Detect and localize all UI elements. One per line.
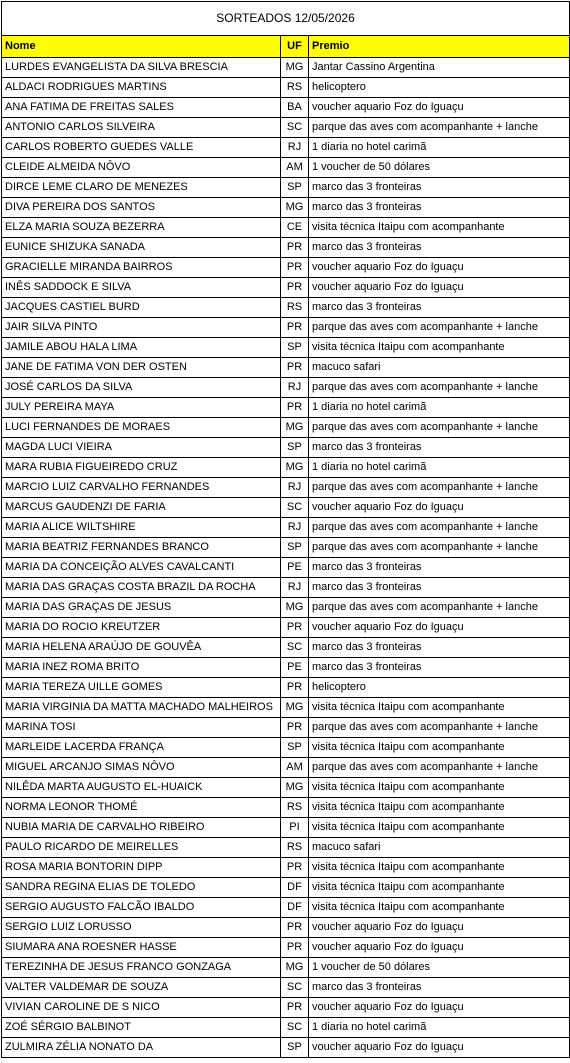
prize-cell[interactable]: visita técnica Itaipu com acompanhante <box>312 821 505 833</box>
name-cell[interactable]: ANA FATIMA DE FREITAS SALES <box>2 98 281 117</box>
name-cell[interactable]: CLEIDE ALMEIDA NÔVO <box>2 158 281 177</box>
column-header-name[interactable]: Nome <box>2 36 281 57</box>
table-row <box>2 578 569 598</box>
uf-cell[interactable]: PR <box>281 918 309 937</box>
table-row <box>2 638 569 658</box>
uf-cell[interactable]: MG <box>281 958 309 977</box>
prize-cell[interactable]: parque das aves com acompanhante + lanche <box>312 381 538 393</box>
uf-cell[interactable]: BA <box>281 98 309 117</box>
name-cell[interactable]: SIUMARA ANA ROESNER HASSE <box>2 938 281 957</box>
column-header-prize[interactable]: Premio <box>312 40 350 52</box>
table-row <box>2 458 569 478</box>
uf-cell[interactable]: PR <box>281 318 309 337</box>
name-cell[interactable]: JACQUES CASTIEL BURD <box>2 298 281 317</box>
table-row <box>2 178 569 198</box>
name-cell[interactable]: NILÊDA MARTA AUGUSTO EL-HUAICK <box>2 778 281 797</box>
uf-cell[interactable]: CE <box>281 218 309 237</box>
uf-cell[interactable]: PR <box>281 618 309 637</box>
name-cell[interactable]: SERGIO LUIZ LORUSSO <box>2 918 281 937</box>
uf-cell[interactable]: SP <box>281 438 309 457</box>
table-row <box>2 378 569 398</box>
prize-cell[interactable]: 1 diaria no hotel carimã <box>312 1021 427 1033</box>
prize-cell[interactable]: parque das aves com acompanhante + lanche <box>312 761 538 773</box>
table-row <box>2 238 569 258</box>
uf-cell[interactable]: PR <box>281 718 309 737</box>
prize-cell[interactable]: marco das 3 fronteiras <box>312 201 422 213</box>
uf-cell[interactable]: RJ <box>281 578 309 597</box>
name-cell[interactable]: ALDACI RODRIGUES MARTINS <box>2 78 281 97</box>
table-row <box>2 978 569 998</box>
prize-cell[interactable]: visita técnica Itaipu com acompanhante <box>312 881 505 893</box>
uf-cell[interactable]: AM <box>281 758 309 777</box>
uf-cell[interactable]: RJ <box>281 378 309 397</box>
table-row <box>2 298 569 318</box>
table-row <box>2 598 569 618</box>
name-cell[interactable]: NORMA LEONOR THOMÉ <box>2 798 281 817</box>
prize-cell[interactable]: marco das 3 fronteiras <box>312 661 422 673</box>
uf-cell[interactable]: SC <box>281 978 309 997</box>
uf-cell[interactable]: SC <box>281 498 309 517</box>
name-cell[interactable]: MARCUS GAUDENZI DE FARIA <box>2 498 281 517</box>
name-cell[interactable]: MARIA ALICE WILTSHIRE <box>2 518 281 537</box>
name-cell[interactable]: GRACIELLE MIRANDA BAIRROS <box>2 258 281 277</box>
prize-cell[interactable]: Jantar Cassino Argentina <box>312 61 435 73</box>
table-row <box>2 158 569 178</box>
name-cell[interactable]: JAIR SILVA PINTO <box>2 318 281 337</box>
uf-cell[interactable]: MG <box>281 598 309 617</box>
sheet-title: SORTEADOS 12/05/2026 <box>2 1 569 36</box>
uf-cell[interactable]: SC <box>281 638 309 657</box>
table-row <box>2 718 569 738</box>
prize-cell[interactable]: parque das aves com acompanhante + lanche <box>312 321 538 333</box>
table-row <box>2 398 569 418</box>
name-cell[interactable]: ZULMIRA ZÉLIA NONATO DA <box>2 1038 281 1057</box>
table-row <box>2 858 569 878</box>
table-row <box>2 798 569 818</box>
name-cell[interactable]: ELZA MARIA SOUZA BEZERRA <box>2 218 281 237</box>
table-row <box>2 1038 569 1058</box>
table-row <box>2 498 569 518</box>
table-row <box>2 758 569 778</box>
table-row <box>2 58 569 78</box>
prize-cell[interactable]: visita técnica Itaipu com acompanhante <box>312 861 505 873</box>
name-cell[interactable]: SANDRA REGINA ELIAS DE TOLEDO <box>2 878 281 897</box>
name-cell[interactable]: JULY PEREIRA MAYA <box>2 398 281 417</box>
prize-cell[interactable]: marco das 3 fronteiras <box>312 641 422 653</box>
uf-cell[interactable]: RJ <box>281 518 309 537</box>
name-cell[interactable]: INÊS SADDOCK E SILVA <box>2 278 281 297</box>
column-header-uf[interactable]: UF <box>281 36 309 57</box>
prize-cell[interactable]: parque das aves com acompanhante + lanche <box>312 421 538 433</box>
uf-cell[interactable]: PR <box>281 398 309 417</box>
name-cell[interactable]: VALTER VALDEMAR DE SOUZA <box>2 978 281 997</box>
prize-cell[interactable]: 1 diaria no hotel carimã <box>312 141 427 153</box>
uf-cell[interactable]: PR <box>281 938 309 957</box>
uf-cell[interactable]: PR <box>281 998 309 1017</box>
prize-cell[interactable]: parque das aves com acompanhante + lanche <box>312 721 538 733</box>
prize-cell[interactable]: visita técnica Itaipu com acompanhante <box>312 341 505 353</box>
prize-cell[interactable]: visita técnica Itaipu com acompanhante <box>312 801 505 813</box>
table-row <box>2 558 569 578</box>
uf-cell[interactable]: SP <box>281 538 309 557</box>
table-row <box>2 518 569 538</box>
uf-cell[interactable]: AM <box>281 158 309 177</box>
prize-cell[interactable]: voucher aquario Foz do Iguaçu <box>312 941 464 953</box>
table-row <box>2 78 569 98</box>
table-row <box>2 98 569 118</box>
name-cell[interactable]: MARIA DAS GRAÇAS DE JESUS <box>2 598 281 617</box>
name-cell[interactable]: NUBIA MARIA DE CARVALHO RIBEIRO <box>2 818 281 837</box>
table-row <box>2 618 569 638</box>
uf-cell[interactable]: PR <box>281 858 309 877</box>
table-row <box>2 418 569 438</box>
prize-cell[interactable]: marco das 3 fronteiras <box>312 561 422 573</box>
table-row <box>2 318 569 338</box>
prize-cell[interactable]: marco das 3 fronteiras <box>312 301 422 313</box>
name-cell[interactable]: MARIA HELENA ARAÚJO DE GOUVÊA <box>2 638 281 657</box>
prize-cell[interactable]: marco das 3 fronteiras <box>312 981 422 993</box>
header-row <box>2 36 569 58</box>
name-cell[interactable]: EUNICE SHIZUKA SANADA <box>2 238 281 257</box>
prize-cell[interactable]: helicoptero <box>312 681 366 693</box>
uf-cell[interactable]: DF <box>281 898 309 917</box>
prize-cell[interactable]: marco das 3 fronteiras <box>312 241 422 253</box>
uf-cell[interactable]: RJ <box>281 478 309 497</box>
table-row <box>2 258 569 278</box>
prize-cell[interactable]: marco das 3 fronteiras <box>312 441 422 453</box>
uf-cell[interactable]: RJ <box>281 138 309 157</box>
uf-cell[interactable]: PE <box>281 658 309 677</box>
prize-cell[interactable]: 1 voucher de 50 dólares <box>312 161 431 173</box>
uf-cell[interactable]: PI <box>281 818 309 837</box>
table-row <box>2 838 569 858</box>
table-row <box>2 818 569 838</box>
uf-cell[interactable]: MG <box>281 418 309 437</box>
table-row <box>2 358 569 378</box>
table-row <box>2 478 569 498</box>
name-cell[interactable]: JOSÉ CARLOS DA SILVA <box>2 378 281 397</box>
table-row <box>2 898 569 918</box>
uf-cell[interactable]: MG <box>281 58 309 77</box>
prize-cell[interactable]: 1 voucher de 50 dólares <box>312 961 431 973</box>
uf-cell[interactable]: MG <box>281 698 309 717</box>
prize-cell[interactable]: voucher aquario Foz do Iguaçu <box>312 621 464 633</box>
prize-cell[interactable]: visita técnica Itaipu com acompanhante <box>312 781 505 793</box>
table-row <box>2 1018 569 1038</box>
name-cell[interactable]: MARIA VIRGINIA DA MATTA MACHADO MALHEIROS <box>2 698 281 717</box>
prize-cell[interactable]: visita técnica Itaipu com acompanhante <box>312 901 505 913</box>
name-cell[interactable]: MARA RUBIA FIGUEIREDO CRUZ <box>2 458 281 477</box>
prize-cell[interactable]: parque das aves com acompanhante + lanche <box>312 521 538 533</box>
prize-cell[interactable]: helicoptero <box>312 81 366 93</box>
prize-cell[interactable]: parque das aves com acompanhante + lanche <box>312 481 538 493</box>
prize-cell[interactable]: parque das aves com acompanhante + lanche <box>312 121 538 133</box>
table-row <box>2 198 569 218</box>
prize-cell[interactable]: marco das 3 fronteiras <box>312 181 422 193</box>
uf-cell[interactable]: PR <box>281 678 309 697</box>
prize-cell[interactable]: voucher aquario Foz do Iguaçu <box>312 281 464 293</box>
table-row <box>2 118 569 138</box>
prize-cell[interactable]: voucher aquario Foz do Iguaçu <box>312 1001 464 1013</box>
prize-cell[interactable]: macuco safari <box>312 361 381 373</box>
table-row <box>2 278 569 298</box>
name-cell[interactable]: MARINA TOSI <box>2 718 281 737</box>
uf-cell[interactable]: PR <box>281 258 309 277</box>
prize-cell[interactable]: voucher aquario Foz do Iguaçu <box>312 921 464 933</box>
table-row <box>2 438 569 458</box>
prize-cell[interactable]: visita técnica Itaipu com acompanhante <box>312 221 505 233</box>
name-cell[interactable]: MARIA DAS GRAÇAS COSTA BRAZIL DA ROCHA <box>2 578 281 597</box>
prize-cell[interactable]: voucher aquario Foz do Iguaçu <box>312 101 464 113</box>
prize-cell[interactable]: voucher aquario Foz do Iguaçu <box>312 261 464 273</box>
prize-cell[interactable]: visita técnica Itaipu com acompanhante <box>312 701 505 713</box>
prize-cell[interactable]: macuco safari <box>312 841 381 853</box>
table-row <box>2 218 569 238</box>
uf-cell[interactable]: SC <box>281 1018 309 1037</box>
uf-cell[interactable]: MG <box>281 458 309 477</box>
name-cell[interactable]: SERGIO AUGUSTO FALCÃO IBALDO <box>2 898 281 917</box>
name-cell[interactable]: MARIA DA CONCEIÇÃO ALVES CAVALCANTI <box>2 558 281 577</box>
name-cell[interactable]: PAULO RICARDO DE MEIRELLES <box>2 838 281 857</box>
name-cell[interactable]: ROSA MARIA BONTORIN DIPP <box>2 858 281 877</box>
uf-cell[interactable]: DF <box>281 878 309 897</box>
uf-cell[interactable]: SP <box>281 338 309 357</box>
name-cell[interactable]: ANTONIO CARLOS SILVEIRA <box>2 118 281 137</box>
table-row <box>2 958 569 978</box>
name-cell[interactable]: MARIA INEZ ROMA BRITO <box>2 658 281 677</box>
table-row <box>2 138 569 158</box>
name-cell[interactable]: MAGDA LUCI VIEIRA <box>2 438 281 457</box>
uf-cell[interactable]: PE <box>281 558 309 577</box>
uf-cell[interactable]: SP <box>281 1038 309 1057</box>
uf-cell[interactable]: PR <box>281 238 309 257</box>
name-cell[interactable]: MARLEIDE LACERDA FRANÇA <box>2 738 281 757</box>
prize-cell[interactable]: visita técnica Itaipu com acompanhante <box>312 741 505 753</box>
table-body <box>2 58 569 1058</box>
name-cell[interactable]: MARIA BEATRIZ FERNANDES BRANCO <box>2 538 281 557</box>
table-row <box>2 338 569 358</box>
name-cell[interactable]: MIGUEL ARCANJO SIMAS NÔVO <box>2 758 281 777</box>
uf-cell[interactable]: PR <box>281 278 309 297</box>
uf-cell[interactable]: SP <box>281 178 309 197</box>
uf-cell[interactable]: MG <box>281 778 309 797</box>
uf-cell[interactable]: RS <box>281 298 309 317</box>
name-cell[interactable]: DIRCE LEME CLARO DE MENEZES <box>2 178 281 197</box>
name-cell[interactable]: MARIA TEREZA UILLE GOMES <box>2 678 281 697</box>
prize-cell[interactable]: parque das aves com acompanhante + lanche <box>312 601 538 613</box>
table-row <box>2 698 569 718</box>
name-cell[interactable]: MARCIO LUIZ CARVALHO FERNANDES <box>2 478 281 497</box>
table-row <box>2 778 569 798</box>
uf-cell[interactable]: RS <box>281 838 309 857</box>
name-cell[interactable]: TEREZINHA DE JESUS FRANCO GONZAGA <box>2 958 281 977</box>
name-cell[interactable]: JAMILE ABOU HALA LIMA <box>2 338 281 357</box>
table-row <box>2 878 569 898</box>
table-row <box>2 538 569 558</box>
uf-cell[interactable]: MG <box>281 198 309 217</box>
table-row <box>2 678 569 698</box>
prize-cell[interactable]: voucher aquario Foz do Iguaçu <box>312 501 464 513</box>
uf-cell[interactable]: SP <box>281 738 309 757</box>
table-row <box>2 998 569 1018</box>
name-cell[interactable]: VIVIAN CAROLINE DE S NICO <box>2 998 281 1017</box>
name-cell[interactable]: JANE DE FATIMA VON DER OSTEN <box>2 358 281 377</box>
name-cell[interactable]: CARLOS ROBERTO GUEDES VALLE <box>2 138 281 157</box>
name-cell[interactable]: ZOÉ SÉRGIO BALBINOT <box>2 1018 281 1037</box>
spreadsheet-table <box>1 1 570 1058</box>
name-cell[interactable]: DIVA PEREIRA DOS SANTOS <box>2 198 281 217</box>
name-cell[interactable]: MARIA DO ROCIO KREUTZER <box>2 618 281 637</box>
uf-cell[interactable]: PR <box>281 358 309 377</box>
prize-cell[interactable]: 1 diaria no hotel carimã <box>312 461 427 473</box>
prize-cell[interactable]: parque das aves com acompanhante + lanche <box>312 541 538 553</box>
table-row <box>2 918 569 938</box>
table-row <box>2 658 569 678</box>
table-row <box>2 938 569 958</box>
name-cell[interactable]: LUCI FERNANDES DE MORAES <box>2 418 281 437</box>
uf-cell[interactable]: RS <box>281 798 309 817</box>
table-row <box>2 738 569 758</box>
prize-cell[interactable]: 1 diaria no hotel carimã <box>312 401 427 413</box>
uf-cell[interactable]: RS <box>281 78 309 97</box>
prize-cell[interactable]: marco das 3 fronteiras <box>312 581 422 593</box>
uf-cell[interactable]: SC <box>281 118 309 137</box>
name-cell[interactable]: LURDES EVANGELISTA DA SILVA BRESCIA <box>2 58 281 77</box>
prize-cell[interactable]: voucher aquario Foz do Iguaçu <box>312 1041 464 1053</box>
